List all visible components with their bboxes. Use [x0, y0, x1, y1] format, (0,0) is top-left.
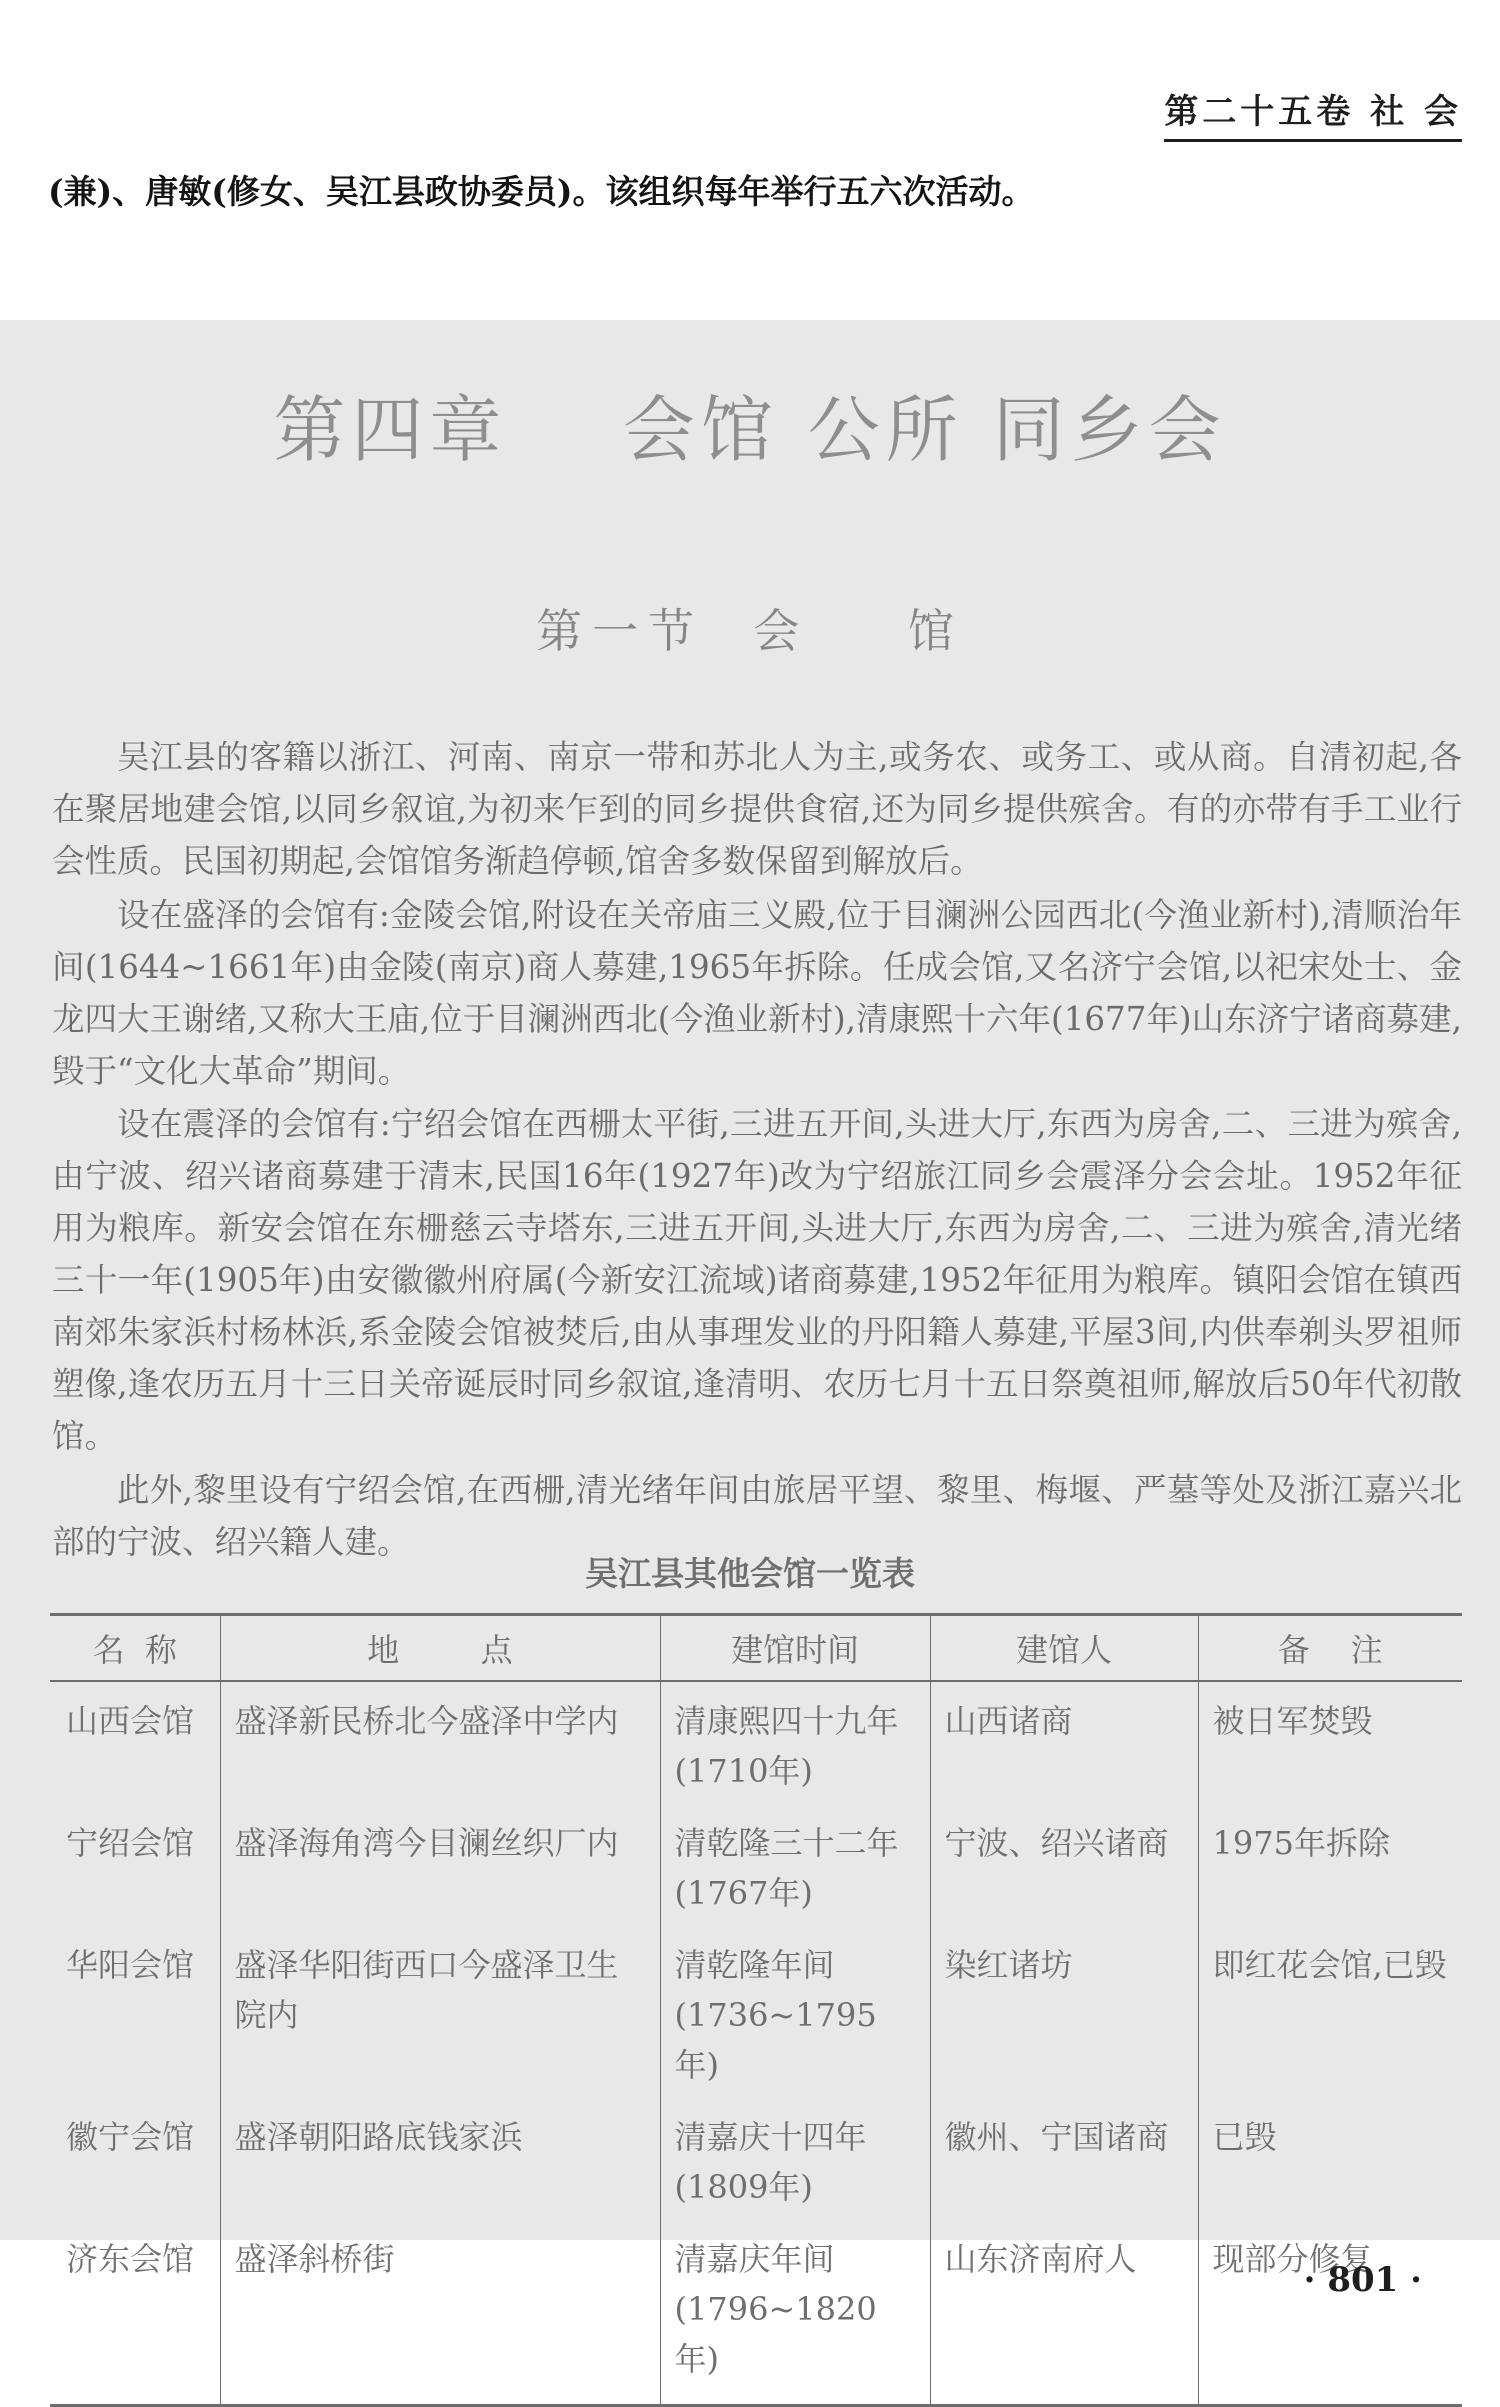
table-cell: 清嘉庆年间(1796~1820年) — [660, 2220, 930, 2406]
table-cell: 华阳会馆 — [66, 1945, 195, 1984]
column-header-name: 名 称 — [50, 1615, 220, 1681]
table-cell: 清乾隆年间(1736~1795年) — [660, 1926, 930, 2098]
table-cell: 宁波、绍兴诸商 — [930, 1804, 1198, 1926]
table-row — [50, 1926, 1462, 2098]
table-row — [50, 2220, 1462, 2406]
table-cell: 徽宁会馆 — [66, 2117, 195, 2156]
running-head: 第二十五卷 社 会 — [1164, 84, 1462, 142]
table-cell: 山西会馆 — [66, 1701, 195, 1740]
table-cell: 现部分修复 — [1198, 2220, 1462, 2406]
table-cell: 山西诸商 — [930, 1681, 1198, 1804]
table-cell: 盛泽斜桥街 — [220, 2220, 660, 2406]
table-cell: 盛泽海角湾今目澜丝织厂内 — [220, 1804, 660, 1926]
carry-over-text: (兼)、唐敏(修女、吴江县政协委员)。该组织每年举行五六次活动。 — [48, 172, 1035, 211]
table-cell: 盛泽新民桥北今盛泽中学内 — [220, 1681, 660, 1804]
paragraph-2: 设在盛泽的会馆有:金陵会馆,附设在关帝庙三义殿,位于目澜洲公园西北(今渔业新村),清顺治年间(1644~1661年)由金陵(南京)商人募建,1965年拆除。任成会馆,又名济宁会馆,以祀宋处士、金龙四大王谢绪,又称大王庙,位于目澜洲西北(今渔业新村),清康熙十六年(1677年)山东济宁诸商募建,毁于“文化大革命”期间。 — [52, 895, 1462, 1090]
column-header-founded: 建馆时间 — [660, 1615, 930, 1681]
table-cell: 宁绍会馆 — [66, 1823, 195, 1862]
table-cell: 已毁 — [1198, 2098, 1462, 2220]
table-cell: 盛泽华阳街西口今盛泽卫生院内 — [220, 1926, 660, 2098]
table-cell: 清乾隆三十二年(1767年) — [660, 1804, 930, 1926]
table-cell: 盛泽朝阳路底钱家浜 — [220, 2098, 660, 2220]
table-cell: 被日军焚毁 — [1198, 1681, 1462, 1804]
table-row — [50, 2098, 1462, 2220]
table-cell: 染红诸坊 — [930, 1926, 1198, 2098]
table-cell: 清康熙四十九年(1710年) — [660, 1681, 930, 1804]
column-header-remarks: 备 注 — [1198, 1615, 1462, 1681]
column-header-location: 地 点 — [220, 1615, 660, 1681]
table-cell: 山东济南府人 — [930, 2220, 1198, 2406]
paragraph-4: 此外,黎里设有宁绍会馆,在西栅,清光绪年间由旅居平望、黎里、梅堰、严墓等处及浙江嘉兴北部的宁波、绍兴籍人建。 — [52, 1470, 1462, 1561]
chapter-title: 第四章 会馆 公所 同乡会 — [273, 388, 1227, 472]
table-row — [50, 1804, 1462, 1926]
column-header-founder: 建馆人 — [930, 1615, 1198, 1681]
table-row — [50, 1681, 1462, 1804]
section-title: 第一节 会 馆 — [536, 604, 964, 658]
table-cell: 即红花会馆,已毁 — [1198, 1926, 1462, 2098]
paragraph-3: 设在震泽的会馆有:宁绍会馆在西栅太平街,三进五开间,头进大厅,东西为房舍,二、三进为殡舍,由宁波、绍兴诸商募建于清末,民国16年(1927年)改为宁绍旅江同乡会震泽分会会址。1952年征用为粮库。新安会馆在东栅慈云寺塔东,三进五开间,头进大厅,东西为房舍,二、三进为殡舍,清光绪三十一年(1905年)由安徽徽州府属(今新安江流域)诸商募建,1952年征用为粮库。镇阳会馆在镇西南郊朱家浜村杨林浜,系金陵会馆被焚后,由从事理发业的丹阳籍人募建,平屋3间,内供奉剃头罗祖师塑像,逢农历五月十三日关帝诞辰时同乡叙谊,逢清明、农历七月十五日祭奠祖师,解放后50年代初散馆。 — [52, 1104, 1462, 1455]
table-cell: 徽州、宁国诸商 — [930, 2098, 1198, 2220]
table-cell: 1975年拆除 — [1198, 1804, 1462, 1926]
table-cell: 济东会馆 — [50, 2220, 220, 2406]
table-title: 吴江县其他会馆一览表 — [585, 1554, 915, 1593]
table-cell: 清嘉庆十四年(1809年) — [660, 2098, 930, 2220]
table-header-row — [50, 1615, 1462, 1681]
guild-hall-table — [50, 1613, 1462, 2407]
page-number: · 801 · — [1303, 2260, 1422, 2300]
paragraph-1: 吴江县的客籍以浙江、河南、南京一带和苏北人为主,或务农、或务工、或从商。自清初起,各在聚居地建会馆,以同乡叙谊,为初来乍到的同乡提供食宿,还为同乡提供殡舍。有的亦带有手工业行会性质。民国初期起,会馆馆务渐趋停顿,馆舍多数保留到解放后。 — [52, 737, 1462, 880]
